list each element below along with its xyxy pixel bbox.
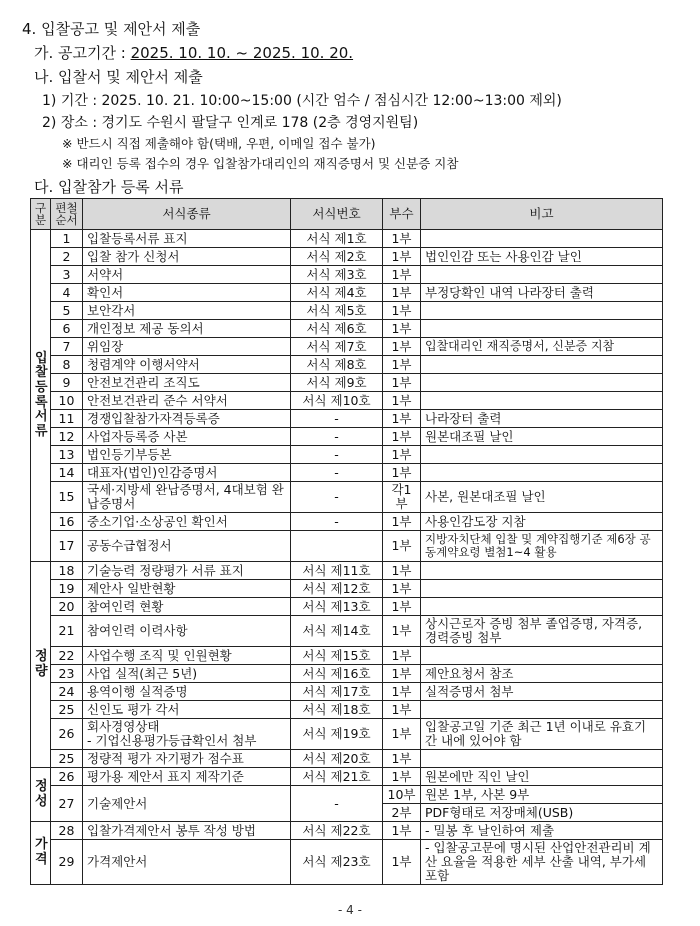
row-name: 위임장 <box>83 338 291 356</box>
row-copies: 1부 <box>383 822 421 840</box>
table-row <box>31 374 663 392</box>
header-note: 비고 <box>421 199 663 230</box>
submission-period: 1) 기간 : 2025. 10. 21. 10:00~15:00 (시간 엄수 / 점심시간 12:00~13:00 제외) <box>42 93 562 109</box>
row-form: 서식 제13호 <box>291 598 383 616</box>
row-seq: 23 <box>51 665 83 683</box>
row-form: 서식 제11호 <box>291 562 383 580</box>
row-form: 서식 제12호 <box>291 580 383 598</box>
row-seq: 19 <box>51 580 83 598</box>
group-label-char: 서 <box>35 409 48 425</box>
row-seq: 4 <box>51 284 83 302</box>
row-note <box>421 598 663 616</box>
table-row <box>31 356 663 374</box>
row-name: 청렴계약 이행서약서 <box>83 356 291 374</box>
row-seq: 29 <box>51 840 83 885</box>
header-seq: 편철순서 <box>51 199 83 230</box>
row-note: 제안요청서 참조 <box>421 665 663 683</box>
table-row <box>31 302 663 320</box>
row-name: 참여인력 이력사항 <box>83 616 291 647</box>
row-form: - <box>291 410 383 428</box>
row-name: 안전보건관리 준수 서약서 <box>83 392 291 410</box>
row-note-usb: PDF형태로 저장매체(USB) <box>421 804 663 822</box>
row-copies: 1부 <box>383 284 421 302</box>
row-note: 사용인감도장 지참 <box>421 513 663 531</box>
row-copies: 1부 <box>383 840 421 885</box>
row-note <box>421 374 663 392</box>
row-note <box>421 750 663 768</box>
row-form: 서식 제19호 <box>291 719 383 750</box>
row-note: 상시근로자 증빙 첨부 졸업증명, 자격증, 경력증빙 첨부 <box>421 616 663 647</box>
row-seq: 13 <box>51 446 83 464</box>
announcement-period-label: 가. 공고기간 : <box>34 44 131 62</box>
row-copies: 1부 <box>383 598 421 616</box>
row-copies: 1부 <box>383 665 421 683</box>
row-seq: 17 <box>51 531 83 562</box>
note-direct-submission: ※ 반드시 직접 제출해야 함(택배, 우편, 이메일 접수 불가) <box>62 136 376 151</box>
header-copies: 부수 <box>383 199 421 230</box>
row-seq: 10 <box>51 392 83 410</box>
row-note <box>421 302 663 320</box>
group-label-char: 정 <box>35 648 48 664</box>
header-group: 구분 <box>31 199 51 230</box>
group-label-char: 록 <box>35 394 48 410</box>
group-label-char: 격 <box>35 852 48 867</box>
table-row <box>31 683 663 701</box>
row-seq: 1 <box>51 230 83 248</box>
row-note: - 입찰공고문에 명시된 산업안전관리비 계산 요율을 적용한 세부 산출 내역, 부가세포함 <box>421 840 663 885</box>
group-label-char: 류 <box>35 423 48 439</box>
row-copies: 1부 <box>383 428 421 446</box>
row-note: 원본대조필 날인 <box>421 428 663 446</box>
row-note <box>421 562 663 580</box>
row-copies: 1부 <box>383 580 421 598</box>
row-seq: 26 <box>51 768 83 786</box>
registration-docs-heading: 다. 입찰참가 등록 서류 <box>34 178 184 196</box>
row-copies: 10부 <box>383 786 421 804</box>
row-copies: 1부 <box>383 768 421 786</box>
header-form: 서식번호 <box>291 199 383 230</box>
row-form: 서식 제1호 <box>291 230 383 248</box>
row-seq: 26 <box>51 719 83 750</box>
table-row <box>31 482 663 513</box>
row-seq: 12 <box>51 428 83 446</box>
row-form: 서식 제15호 <box>291 647 383 665</box>
table-row <box>31 320 663 338</box>
table-header-row <box>31 199 663 230</box>
row-copies: 1부 <box>383 531 421 562</box>
row-form: 서식 제4호 <box>291 284 383 302</box>
row-copies: 1부 <box>383 266 421 284</box>
row-note: 원본에만 직인 날인 <box>421 768 663 786</box>
group-qualitative <box>31 768 51 822</box>
row-seq: 9 <box>51 374 83 392</box>
row-name: 서약서 <box>83 266 291 284</box>
row-form: 서식 제18호 <box>291 701 383 719</box>
submission-heading: 나. 입찰서 및 제안서 제출 <box>34 68 203 86</box>
row-name: 경쟁입찰참가자격등록증 <box>83 410 291 428</box>
row-note: 나라장터 출력 <box>421 410 663 428</box>
row-name: 공동수급협정서 <box>83 531 291 562</box>
row-seq: 18 <box>51 562 83 580</box>
row-seq: 8 <box>51 356 83 374</box>
row-form: - <box>291 428 383 446</box>
row-form: - <box>291 446 383 464</box>
announcement-period <box>34 42 353 63</box>
row-name: 개인정보 제공 동의서 <box>83 320 291 338</box>
row-copies: 1부 <box>383 683 421 701</box>
row-seq: 5 <box>51 302 83 320</box>
row-form: 서식 제2호 <box>291 248 383 266</box>
row-copies: 1부 <box>383 446 421 464</box>
section-heading-4: 4. 입찰공고 및 제안서 제출 <box>22 20 201 38</box>
row-seq: 15 <box>51 482 83 513</box>
row-seq: 25 <box>51 701 83 719</box>
row-copies: 1부 <box>383 338 421 356</box>
announcement-period-dates: 2025. 10. 10. ~ 2025. 10. 20. <box>130 44 354 62</box>
row-name <box>83 719 291 750</box>
row-form: - <box>291 482 383 513</box>
row-copies: 1부 <box>383 701 421 719</box>
row-name: 안전보건관리 조직도 <box>83 374 291 392</box>
row-name: 대표자(법인)인감증명서 <box>83 464 291 482</box>
row-form <box>291 531 383 562</box>
table-row <box>31 531 663 562</box>
table-row <box>31 701 663 719</box>
row-seq: 24 <box>51 683 83 701</box>
row-name: 입찰 참가 신청서 <box>83 248 291 266</box>
row-note <box>421 701 663 719</box>
row-note: 지방자치단체 입찰 및 계약집행기준 제6장 공동계약요령 별첨1~4 활용 <box>421 531 663 562</box>
row-copies: 1부 <box>383 464 421 482</box>
row-name: 제안사 일반현황 <box>83 580 291 598</box>
row-copies: 1부 <box>383 719 421 750</box>
row-name: 보안각서 <box>83 302 291 320</box>
row-note: 법인인감 또는 사용인감 날인 <box>421 248 663 266</box>
row-copies: 1부 <box>383 750 421 768</box>
table-row <box>31 428 663 446</box>
group-quantitative <box>31 562 51 768</box>
group-registration <box>31 230 51 562</box>
row-note: 입찰대리인 재직증명서, 신분증 지참 <box>421 338 663 356</box>
row-name: 용역이행 실적증명 <box>83 683 291 701</box>
row-note <box>421 647 663 665</box>
row-seq: 14 <box>51 464 83 482</box>
row-copies: 1부 <box>383 513 421 531</box>
group-label-char: 찰 <box>35 365 48 381</box>
group-label-char: 량 <box>35 663 48 679</box>
row-copies: 1부 <box>383 302 421 320</box>
row-note <box>421 266 663 284</box>
group-label-char: 입 <box>35 350 48 366</box>
row-name: 참여인력 현황 <box>83 598 291 616</box>
row-seq: 27 <box>51 786 83 822</box>
table-row <box>31 822 663 840</box>
row-seq: 11 <box>51 410 83 428</box>
row-note <box>421 464 663 482</box>
row-form: - <box>291 464 383 482</box>
row-seq: 3 <box>51 266 83 284</box>
row-copies: 1부 <box>383 616 421 647</box>
row-name: 사업자등록증 사본 <box>83 428 291 446</box>
row-name-line2: - 기업신용평가등급확인서 첨부 <box>87 733 257 748</box>
row-copies: 1부 <box>383 374 421 392</box>
row-seq: 25 <box>51 750 83 768</box>
table-row <box>31 284 663 302</box>
row-name: 국세·지방세 완납증명서, 4대보험 완납증명서 <box>83 482 291 513</box>
group-label-char: 성 <box>35 793 48 809</box>
row-form: 서식 제7호 <box>291 338 383 356</box>
row-copies-usb: 2부 <box>383 804 421 822</box>
page-number: - 4 - <box>338 903 362 917</box>
row-note: - 밀봉 후 날인하여 제출 <box>421 822 663 840</box>
row-note: 사본, 원본대조필 날인 <box>421 482 663 513</box>
table-row <box>31 768 663 786</box>
table-row <box>31 338 663 356</box>
row-copies: 1부 <box>383 392 421 410</box>
row-name: 가격제안서 <box>83 840 291 885</box>
group-label-char: 등 <box>35 379 48 395</box>
group-label-char: 정 <box>35 778 48 794</box>
row-name: 중소기업·소상공인 확인서 <box>83 513 291 531</box>
header-type: 서식종류 <box>83 199 291 230</box>
row-note <box>421 230 663 248</box>
table-row <box>31 665 663 683</box>
row-form: - <box>291 513 383 531</box>
row-name: 평가용 제안서 표지 제작기준 <box>83 768 291 786</box>
table-row <box>31 266 663 284</box>
row-note: 부정당확인 내역 나라장터 출력 <box>421 284 663 302</box>
table-row <box>31 464 663 482</box>
table-row <box>31 750 663 768</box>
row-seq: 28 <box>51 822 83 840</box>
table-row <box>31 580 663 598</box>
row-form: 서식 제8호 <box>291 356 383 374</box>
row-form: 서식 제10호 <box>291 392 383 410</box>
table-row <box>31 598 663 616</box>
row-note: 입찰공고일 기준 최근 1년 이내로 유효기간 내에 있어야 함 <box>421 719 663 750</box>
row-seq: 2 <box>51 248 83 266</box>
table-row <box>31 562 663 580</box>
table-row <box>31 513 663 531</box>
table-row <box>31 248 663 266</box>
row-form: 서식 제20호 <box>291 750 383 768</box>
table-row <box>31 719 663 750</box>
table-row <box>31 616 663 647</box>
row-name: 입찰등록서류 표지 <box>83 230 291 248</box>
row-name: 신인도 평가 각서 <box>83 701 291 719</box>
row-form: 서식 제23호 <box>291 840 383 885</box>
table-row <box>31 840 663 885</box>
row-name: 사업수행 조직 및 인원현황 <box>83 647 291 665</box>
row-form: 서식 제17호 <box>291 683 383 701</box>
row-form: 서식 제14호 <box>291 616 383 647</box>
row-note <box>421 356 663 374</box>
row-copies: 1부 <box>383 647 421 665</box>
row-note <box>421 580 663 598</box>
table-row <box>31 446 663 464</box>
table-row <box>31 410 663 428</box>
row-name: 기술제안서 <box>83 786 291 822</box>
row-note <box>421 392 663 410</box>
row-form: - <box>291 786 383 822</box>
row-name: 확인서 <box>83 284 291 302</box>
row-form: 서식 제5호 <box>291 302 383 320</box>
row-form: 서식 제16호 <box>291 665 383 683</box>
row-note: 실적증명서 첨부 <box>421 683 663 701</box>
row-form: 서식 제3호 <box>291 266 383 284</box>
row-seq: 16 <box>51 513 83 531</box>
row-copies: 1부 <box>383 562 421 580</box>
row-name: 기술능력 정량평가 서류 표지 <box>83 562 291 580</box>
group-label-char: 가 <box>35 837 48 853</box>
submission-place: 2) 장소 : 경기도 수원시 팔달구 인계로 178 (2층 경영지원팀) <box>42 115 419 131</box>
row-seq: 7 <box>51 338 83 356</box>
row-copies: 1부 <box>383 248 421 266</box>
row-name: 정량적 평가 자기평가 점수표 <box>83 750 291 768</box>
registration-documents-table <box>30 198 663 885</box>
row-copies: 1부 <box>383 410 421 428</box>
row-name: 법인등기부등본 <box>83 446 291 464</box>
table-row <box>31 230 663 248</box>
row-name-line1: 회사경영상태 <box>87 719 160 734</box>
row-note <box>421 320 663 338</box>
table-row <box>31 647 663 665</box>
table-row <box>31 786 663 804</box>
row-seq: 20 <box>51 598 83 616</box>
row-form: 서식 제21호 <box>291 768 383 786</box>
row-form: 서식 제9호 <box>291 374 383 392</box>
group-price <box>31 822 51 885</box>
row-note <box>421 446 663 464</box>
row-name: 사업 실적(최근 5년) <box>83 665 291 683</box>
row-seq: 6 <box>51 320 83 338</box>
row-copies: 각1부 <box>383 482 421 513</box>
row-copies: 1부 <box>383 230 421 248</box>
table-row <box>31 392 663 410</box>
row-form: 서식 제22호 <box>291 822 383 840</box>
row-copies: 1부 <box>383 320 421 338</box>
row-seq: 22 <box>51 647 83 665</box>
row-name: 입찰가격제안서 봉투 작성 방법 <box>83 822 291 840</box>
note-proxy-registration: ※ 대리인 등록 접수의 경우 입찰참가대리인의 재직증명서 및 신분증 지참 <box>62 156 459 171</box>
row-note: 원본 1부, 사본 9부 <box>421 786 663 804</box>
row-form: 서식 제6호 <box>291 320 383 338</box>
row-copies: 1부 <box>383 356 421 374</box>
row-seq: 21 <box>51 616 83 647</box>
